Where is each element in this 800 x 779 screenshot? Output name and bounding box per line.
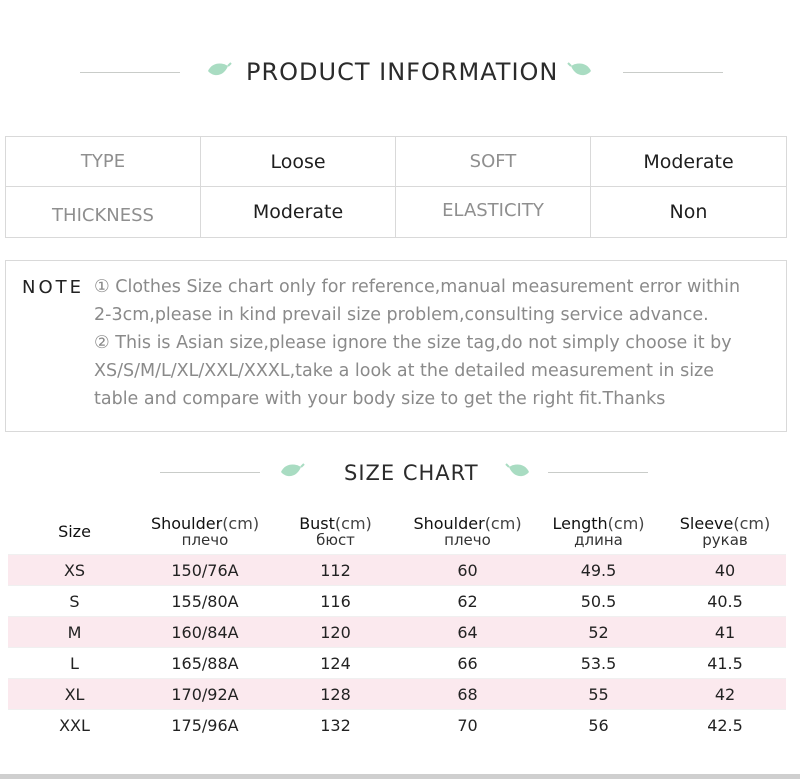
cell: 155/80A — [171, 591, 239, 611]
header-size: Size — [58, 521, 91, 541]
cell: 124 — [320, 653, 351, 673]
note-label: NOTE — [22, 277, 85, 298]
cell: 42.5 — [707, 715, 743, 735]
cell: 50.5 — [580, 591, 617, 611]
bottom-divider — [0, 774, 800, 779]
table-row — [8, 679, 786, 710]
info-value: Moderate — [201, 187, 396, 237]
info-key: SOFT — [396, 137, 591, 187]
cell: 41 — [664, 617, 786, 648]
header-sleeve: Sleeve(cm) рукав — [679, 513, 771, 549]
cell: 70 — [457, 715, 478, 735]
cell: 120 — [269, 617, 402, 648]
note-text — [94, 273, 774, 413]
cell-size: M — [8, 617, 141, 648]
divider-line-left — [80, 72, 180, 73]
cell: 52 — [533, 617, 664, 648]
cell: 160/84A — [141, 617, 269, 648]
cell: 165/88A — [171, 653, 239, 673]
table-row — [8, 555, 786, 586]
cell: 40.5 — [707, 591, 743, 611]
leaf-icon — [567, 60, 593, 82]
table-row — [8, 710, 786, 741]
info-key: THICKNESS — [6, 187, 201, 237]
product-info-title: PRODUCT INFORMATION — [246, 58, 559, 86]
table-row — [8, 586, 786, 617]
table-row — [8, 648, 786, 679]
cell: 150/76A — [141, 555, 269, 586]
info-value: Non — [669, 201, 708, 223]
cell: 53.5 — [580, 653, 617, 673]
note-line: 2-3cm,please in kind prevail size problem,consulting service advance. — [94, 305, 709, 325]
cell: 49.5 — [533, 555, 664, 586]
cell-size: XS — [8, 555, 141, 586]
cell-size: XL — [8, 679, 141, 710]
note-line: ② This is Asian size,please ignore the size tag,do not simply choose it by — [94, 333, 732, 353]
note-line: ① Clothes Size chart only for reference,manual measurement error within — [94, 277, 741, 297]
note-line: table and compare with your body size to get the right fit.Thanks — [94, 389, 666, 409]
size-chart-table — [8, 508, 786, 740]
header-shoulder: Shoulder(cm) плечо — [150, 513, 260, 549]
table-row — [8, 617, 786, 648]
cell: 68 — [402, 679, 533, 710]
info-key: ELASTICITY — [396, 187, 591, 237]
cell: 64 — [402, 617, 533, 648]
header-length: Length(cm) длина — [552, 513, 645, 549]
header-shoulder-2: Shoulder(cm) плечо — [413, 513, 522, 549]
leaf-icon — [505, 461, 531, 483]
cell: 170/92A — [141, 679, 269, 710]
size-chart-title: SIZE CHART — [344, 461, 479, 485]
info-key: TYPE — [6, 137, 201, 187]
cell: 62 — [457, 591, 478, 611]
header-bust: Bust(cm) бюст — [299, 513, 372, 549]
cell-size: S — [69, 591, 80, 611]
cell: 60 — [402, 555, 533, 586]
leaf-icon — [279, 461, 305, 483]
cell: 128 — [269, 679, 402, 710]
info-value: Moderate — [591, 137, 786, 187]
note-line: XS/S/M/L/XL/XXL/XXXL,take a look at the detailed measurement in size — [94, 361, 715, 381]
cell: 41.5 — [707, 653, 743, 673]
cell: 116 — [320, 591, 351, 611]
cell: 112 — [269, 555, 402, 586]
product-info-table — [5, 136, 787, 238]
cell: 40 — [664, 555, 786, 586]
cell: 66 — [457, 653, 478, 673]
cell-size: XXL — [59, 715, 90, 735]
cell: 55 — [533, 679, 664, 710]
divider-line-right — [548, 472, 648, 473]
cell: 42 — [664, 679, 786, 710]
divider-line-left — [160, 472, 260, 473]
divider-line-right — [623, 72, 723, 73]
leaf-icon — [206, 60, 232, 82]
cell: 132 — [320, 715, 351, 735]
cell: 175/96A — [171, 715, 239, 735]
cell: 56 — [588, 715, 609, 735]
info-value: Loose — [201, 137, 396, 187]
cell-size: L — [70, 653, 79, 673]
note-box — [5, 260, 787, 432]
